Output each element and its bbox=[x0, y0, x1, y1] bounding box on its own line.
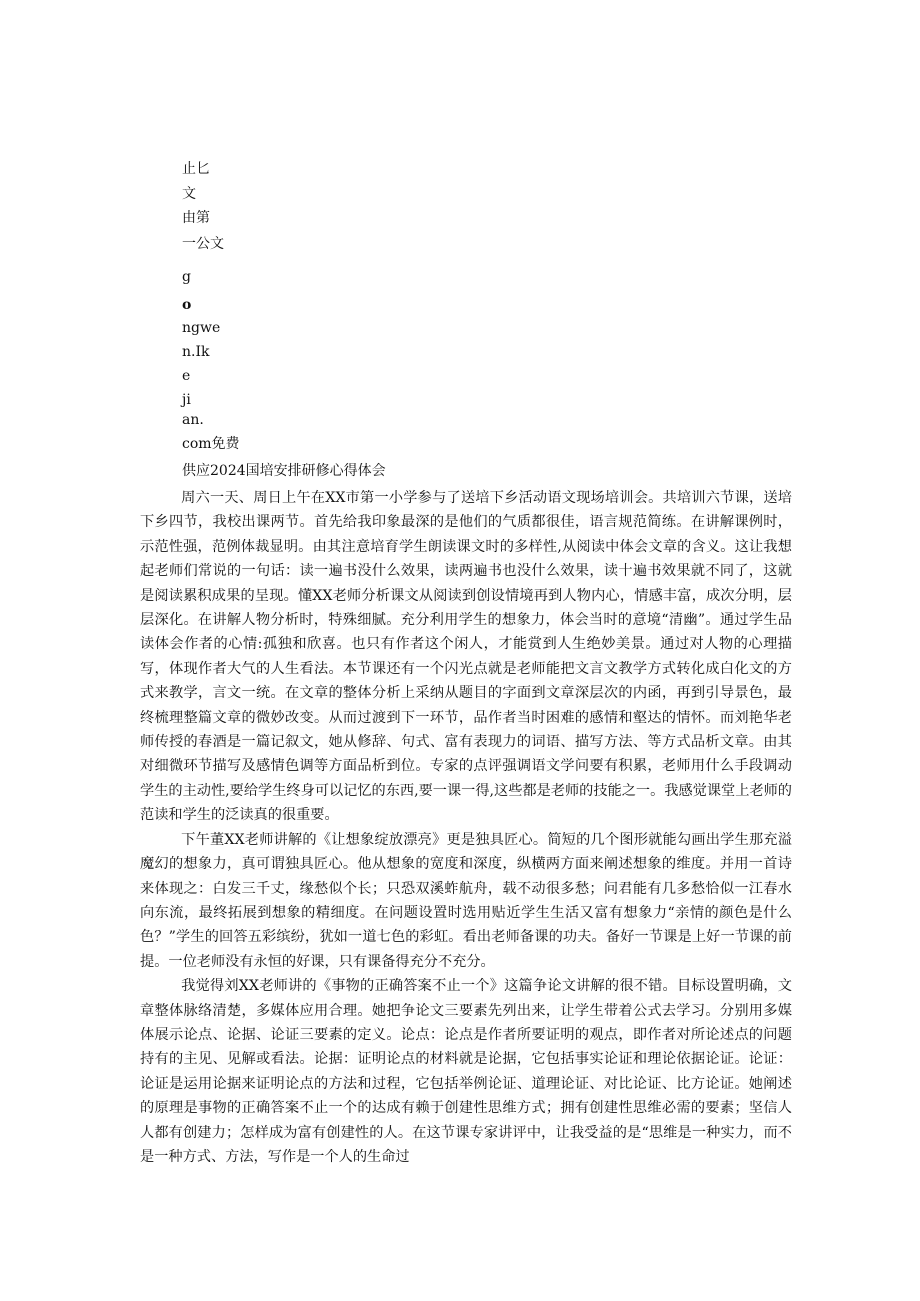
header-fragment: com免费 bbox=[182, 436, 240, 452]
body-paragraph: 我觉得刘XX老师讲的《事物的正确答案不止一个》这篇争论文讲解的很不错。目标设置明确，文章整体脉络清楚，多媒体应用合理。她把争论文三要素先列出来，让学生带着公式去学习。分别用多媒体展示论点、论据、论证三要素的定义。论点：论点是作者所要证明的观点，即作者对所论述点的问题持有的主见、见解或看法。论据：证明论点的材料就是论据，它包括事实论证和理论依据论证。论证：论证是运用论据来证明论点的方法和过程，它包括举例论证、道理论证、对比论证、比方论证。她阐述的原理是事物的正确答案不止一个的达成有赖于创建性思维方式；拥有创建性思维必需的要素；坚信人人都有创建力；怎样成为富有创建性的人。在这节课专家讲评中，让我受益的是“思维是一种实力，而不是一种方式、方法，写作是一个人的生命过 bbox=[140, 978, 792, 1165]
header-fragment: 由第 bbox=[182, 210, 210, 226]
body-paragraph: 下午董XX老师讲解的《让想象绽放漂亮》更是独具匠心。简短的几个图形就能勾画出学生那充溢魔幻的想象力，真可谓独具匠心。他从想象的宽度和深度，纵横两方面来阐述想象的维度。并用一首诗来体现之：白发三千丈，缘愁似个长；只恐双溪蚱航舟，载不动很多愁；问君能有几多愁恰似一江春水向东流，最终拓展到想象的精细度。在问题设置时选用贴近学生生活又富有想象力“亲情的颜色是什么色？”学生的回答五彩缤纷，犹如一道七色的彩虹。看出老师备课的功夫。备好一节课是上好一节课的前提。一位老师没有永恒的好课，只有课备得充分不充分。 bbox=[140, 831, 792, 970]
document-title: 供应2024国培安排研修心得体会 bbox=[182, 463, 386, 479]
header-fragment: 文 bbox=[182, 186, 196, 202]
header-fragment: an. bbox=[182, 412, 204, 428]
header-fragment: n.Ik bbox=[182, 344, 210, 360]
header-fragment: 一公文 bbox=[182, 236, 224, 252]
document-body bbox=[140, 486, 792, 1169]
body-paragraph: 周六一天、周日上午在XX市第一小学参与了送培下乡活动语文现场培训会。共培训六节课，送培下乡四节，我校出课两节。首先给我印象最深的是他们的气质都很佳，语言规范简练。在讲解课例时，示范性强，范例体裁显明。由其注意培育学生朗读课文时的多样性,从阅读中体会文章的含义。这让我想起老师们常说的一句话：读一遍书没什么效果，读两遍书也没什么效果，读十遍书效果就不同了，这就是阅读累积成果的呈现。懂XX老师分析课文从阅读到创设情境再到人物内心，情感丰富，成次分明，层层深化。在讲解人物分析时，特殊细腻。充分利用学生的想象力，体会当时的意境“清幽”。通过学生品读体会作者的心情:孤独和欣喜。也只有作者这个闲人，才能赏到人生绝妙美景。通过对人物的心理描写，体现作者大气的人生看法。本节课还有一个闪光点就是老师能把文言文教学方式转化成白化文的方式来教学，言文一统。在文章的整体分析上采纳从题目的字面到文章深层次的内函，再到引导景色，最终梳理整篇文章的微妙改变。从而过渡到下一环节，品作者当时困难的感情和壑达的情怀。而刘艳华老师传授的春酒是一篇记叙文，她从修辞、句式、富有表现力的词语、描写方法、等方式品析文章。由其对细微环节描写及感情色调等方面品析到位。专家的点评强调语文学问要有积累，老师用什么手段调动学生的主动性,要给学生终身可以记忆的东西,要一课一得,这些都是老师的技能之一。我感觉课堂上老师的范读和学生的泛读真的很重要。 bbox=[140, 490, 792, 824]
header-fragment: ji bbox=[182, 392, 191, 408]
header-fragment: 止匕 bbox=[182, 161, 210, 177]
header-fragment: ngwe bbox=[182, 320, 221, 336]
header-fragment: g bbox=[182, 269, 191, 285]
header-fragment: e bbox=[182, 368, 191, 384]
header-fragment: o bbox=[182, 297, 192, 313]
